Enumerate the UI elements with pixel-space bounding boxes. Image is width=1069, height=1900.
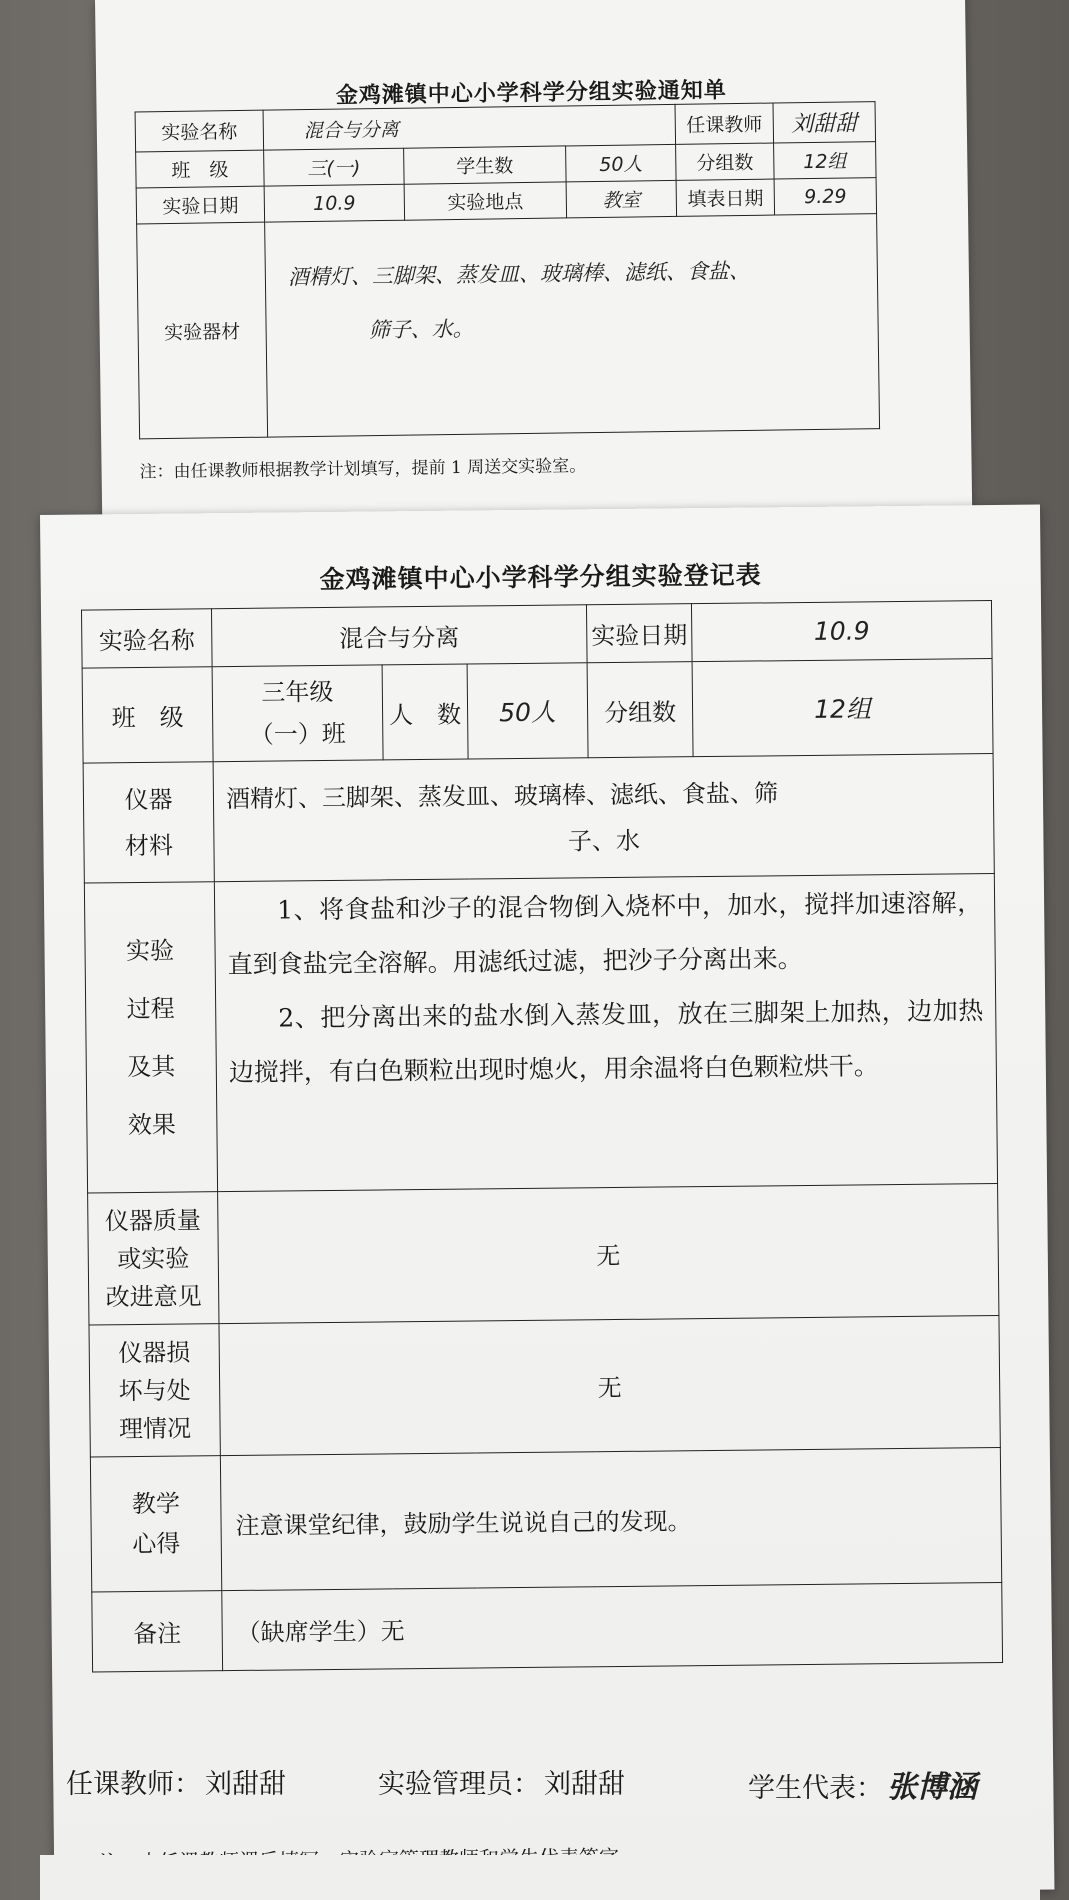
signature-admin-label: 实验管理员： [378, 1769, 540, 1800]
record-materials-line-1: 酒精灯、三脚架、蒸发皿、玻璃棒、滤纸、食盐、筛 [225, 778, 779, 813]
record-value-name: 混合与分离 [211, 605, 587, 667]
signature-student-label: 学生代表： [748, 1773, 883, 1804]
record-label-process-1: 实验 [125, 936, 175, 965]
record-label-reflection [90, 1456, 221, 1592]
record-label-people: 人 数 [382, 664, 468, 760]
notice-value-name: 混合与分离 [263, 104, 676, 150]
notice-label-name: 实验名称 [135, 110, 264, 152]
record-label-damage-1: 仪器损 [118, 1337, 191, 1367]
notice-label-equipment: 实验器材 [137, 222, 268, 439]
record-label-class: 班 级 [82, 667, 213, 763]
record-value-reflection: 注意课堂纪律，鼓励学生说说自己的发现。 [220, 1447, 1001, 1590]
record-label-damage [89, 1324, 220, 1457]
record-label-process-4: 效果 [127, 1110, 177, 1139]
record-value-materials [213, 754, 994, 882]
record-label-process [84, 882, 217, 1193]
record-label-remark: 备注 [92, 1591, 223, 1672]
notice-value-class: 三(一) [264, 148, 404, 186]
signature-teacher-label: 任课教师： [66, 1769, 201, 1800]
notice-label-teacher: 任课教师 [675, 103, 774, 144]
record-sheet [40, 505, 1054, 1900]
notice-value-students: 50人 [566, 144, 677, 182]
process-step-2: 2、把分离出来的盐水倒入蒸发皿，放在三脚架上加热，边加热边搅拌，有白色颗粒出现时熄火，用余温将白色颗粒烘干。 [228, 996, 984, 1088]
record-label-materials [83, 762, 214, 883]
notice-title: 金鸡滩镇中心小学科学分组实验通知单 [335, 77, 728, 109]
signature-teacher [66, 1762, 290, 1801]
record-class-line-1: 三年级 [261, 677, 334, 707]
record-label-reflection-2: 心得 [132, 1529, 181, 1559]
record-label-reflection-1: 教学 [131, 1489, 181, 1519]
signature-strip [40, 1855, 1040, 1900]
signature-teacher-name: 刘甜甜 [205, 1769, 286, 1800]
record-table [81, 600, 1003, 1672]
signature-student [748, 1762, 981, 1806]
record-label-process-3: 及其 [127, 1052, 176, 1081]
record-value-damage: 无 [219, 1316, 1000, 1456]
notice-label-class: 班 级 [136, 150, 264, 188]
notice-label-fill-date: 填表日期 [676, 179, 774, 216]
record-class-line-2: （一）班 [249, 719, 346, 749]
record-value-quality: 无 [218, 1184, 999, 1324]
record-materials-line-2: 子、水 [567, 826, 641, 855]
record-label-materials-1: 仪器 [124, 785, 173, 814]
notice-value-place: 教室 [566, 180, 677, 218]
notice-value-fill-date: 9.29 [774, 178, 876, 215]
record-value-process [214, 874, 997, 1192]
record-label-materials-2: 材料 [124, 831, 174, 860]
record-label-damage-3: 理情况 [118, 1413, 192, 1443]
notice-table [135, 101, 881, 439]
notice-label-groups: 分组数 [676, 143, 774, 180]
notice-sheet [95, 0, 972, 525]
record-label-date: 实验日期 [586, 604, 692, 663]
notice-equipment-line-1: 酒精灯、三脚架、蒸发皿、玻璃棒、滤纸、食盐、 [287, 258, 751, 290]
record-label-quality-2: 或实验 [117, 1243, 190, 1273]
record-value-class [212, 665, 383, 762]
record-value-people: 50人 [467, 663, 588, 759]
signature-admin [378, 1762, 629, 1801]
record-title: 金鸡滩镇中心小学科学分组实验登记表 [319, 560, 762, 595]
record-label-groups: 分组数 [587, 662, 693, 758]
notice-label-students: 学生数 [404, 146, 566, 184]
notice-label-place: 实验地点 [404, 182, 566, 220]
notice-value-date: 10.9 [264, 184, 404, 222]
record-label-quality-3: 改进意见 [105, 1281, 202, 1311]
record-label-name: 实验名称 [81, 609, 212, 668]
record-label-quality-1: 仪器质量 [104, 1205, 202, 1235]
record-value-groups: 12组 [692, 659, 993, 757]
process-step-1: 1、将食盐和沙子的混合物倒入烧杯中，加水，搅拌加速溶解，直到食盐完全溶解。用滤纸过滤，把沙子分离出来。 [227, 888, 983, 980]
record-label-quality [88, 1192, 219, 1325]
record-label-damage-2: 坏与处 [118, 1375, 191, 1405]
record-label-process-2: 过程 [126, 994, 175, 1023]
notice-label-date: 实验日期 [136, 186, 264, 224]
notice-footnote: 注：由任课教师根据教学计划填写，提前 1 周送交实验室。 [139, 456, 587, 483]
notice-value-teacher: 刘甜甜 [773, 102, 876, 143]
notice-value-groups: 12组 [774, 142, 876, 179]
record-value-remark: （缺席学生）无 [222, 1582, 1003, 1670]
signature-student-name: 张博涵 [887, 1770, 977, 1805]
record-value-date: 10.9 [691, 601, 992, 662]
notice-equipment-line-2: 筛子、水。 [368, 316, 474, 343]
notice-value-equipment [265, 214, 880, 438]
signature-admin-name: 刘甜甜 [544, 1769, 625, 1800]
